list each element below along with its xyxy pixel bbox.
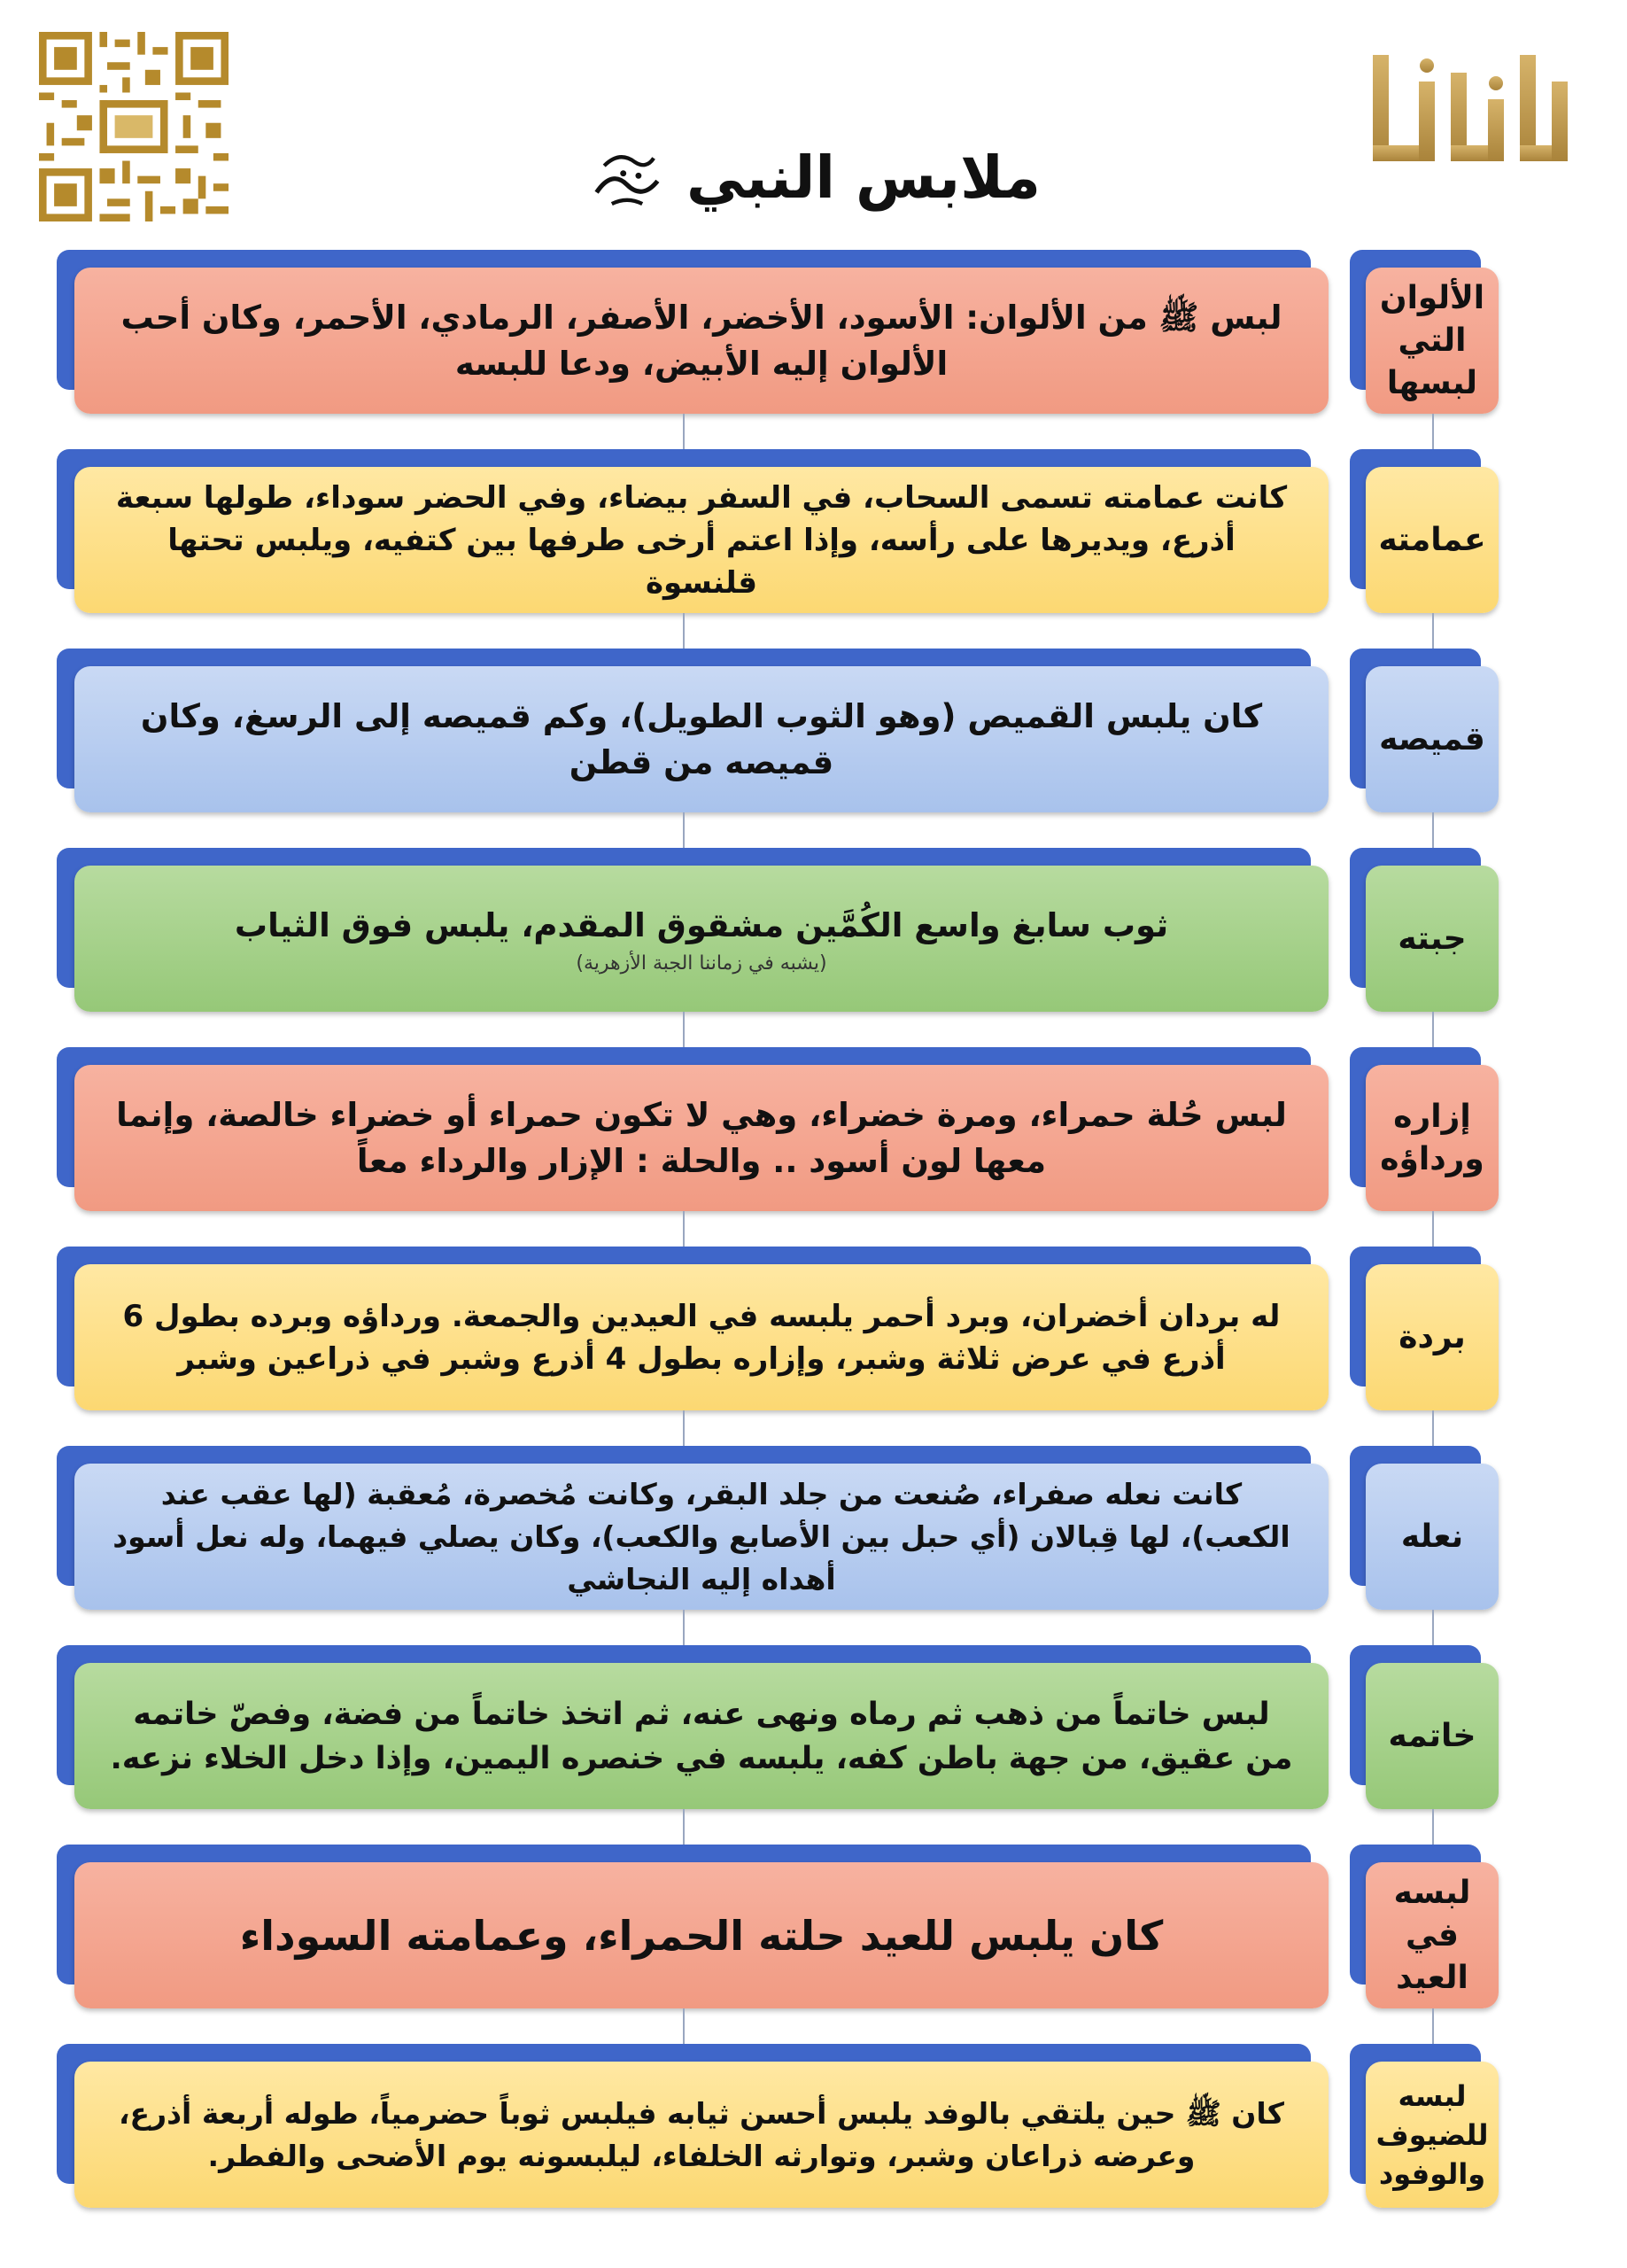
- content-note: (يشبه في زماننا الجبة الأزهرية): [576, 952, 827, 975]
- row-connector: [683, 1410, 685, 1446]
- content-text: لبس ﷺ من الألوان: الأسود، الأخضر، الأصفر، الرمادي، الأحمر، وكان أحب الألوان إليه الأبيض، ودعا للبسه: [120, 298, 1282, 383]
- info-row-jubba: [0, 848, 1627, 1012]
- content-card: [74, 268, 1329, 414]
- label-text: نعله: [1400, 1518, 1464, 1555]
- label-card: [1366, 666, 1499, 812]
- row-connector: [683, 2008, 685, 2044]
- row-connector: [1432, 613, 1434, 649]
- row-connector: [683, 1610, 685, 1645]
- label-card: [1366, 2062, 1499, 2208]
- row-connector: [683, 414, 685, 449]
- label-text: عمامته: [1378, 521, 1486, 558]
- label-card: [1366, 1264, 1499, 1410]
- salutation-calligraphy-icon: [589, 139, 665, 215]
- row-connector: [1432, 1012, 1434, 1047]
- label-text: الألوان التي لبسها: [1379, 279, 1485, 401]
- page-title-text: ملابس النبي: [686, 143, 1042, 212]
- content-text: كانت عمامته تسمى السحاب، في السفر بيضاء، وفي الحضر سوداء، طولها سبعة أذرع، ويديرها على رأسه، وإذا اعتم أرخى طرفها بين كتفيه، ويلبس تحتها قلنسوة: [115, 479, 1288, 601]
- content-card: [74, 1264, 1329, 1410]
- label-card: [1366, 1065, 1499, 1211]
- row-connector: [683, 613, 685, 649]
- content-text: لبس حُلة حمراء، ومرة خضراء، وهي لا تكون حمراء أو خضراء خالصة، وإنما معها لون أسود .. والحلة : الإزار والرداء معاً: [116, 1095, 1287, 1180]
- row-connector: [1432, 1809, 1434, 1845]
- content-card: [74, 2062, 1329, 2208]
- info-row-colors: [0, 250, 1627, 414]
- row-connector: [1432, 1211, 1434, 1247]
- content-card: [74, 1862, 1329, 2008]
- label-text: لبسه للضيوف والوفود: [1375, 2078, 1489, 2191]
- label-text: جبته: [1398, 920, 1467, 957]
- content-card: [74, 1065, 1329, 1211]
- content-card: [74, 1663, 1329, 1809]
- content-text: كان يلبس القميص (وهو الثوب الطويل)، وكم قميصه إلى الرسغ، وكان قميصه من قطن: [140, 696, 1263, 781]
- info-row-shirt: [0, 649, 1627, 812]
- label-text: لبسه في العيد: [1393, 1874, 1471, 1996]
- content-card: [74, 467, 1329, 613]
- page-title: [496, 124, 1134, 230]
- logo-mark-icon: [1364, 46, 1577, 179]
- label-card: [1366, 467, 1499, 613]
- row-connector: [683, 812, 685, 848]
- info-row-izar: [0, 1047, 1627, 1211]
- content-text: كان يلبس للعيد حلته الحمراء، وعمامته السوداء: [239, 1911, 1164, 1960]
- content-card: [74, 866, 1329, 1012]
- content-text: كانت نعله صفراء، صُنعت من جلد البقر، وكانت مُخصرة، مُعقبة (لها عقب عند الكعب)، لها قِبالان (أي حبل بين الأصابع والكعب)، وكان يصلي فيهما، وله نعل أسود أهداه إليه النجاشي: [112, 1476, 1290, 1596]
- label-card: [1366, 1663, 1499, 1809]
- info-row-guests: [0, 2044, 1627, 2208]
- content-text: لبس خاتماً من ذهب ثم رماه ونهى عنه، ثم اتخذ خاتماً من فضة، وفصّ خاتمه من عقيق، من جهة باطن كفه، يلبسه في خنصره اليمين، وإذا دخل الخلاء نزعه.: [110, 1696, 1293, 1776]
- label-text: إزاره ورداؤه: [1380, 1098, 1484, 1177]
- content-card: [74, 666, 1329, 812]
- row-connector: [1432, 414, 1434, 449]
- label-card: [1366, 1862, 1499, 2008]
- content-card: [74, 1464, 1329, 1610]
- info-row-sandals: [0, 1446, 1627, 1610]
- label-card: [1366, 1464, 1499, 1610]
- label-card: [1366, 866, 1499, 1012]
- info-row-ring: [0, 1645, 1627, 1809]
- row-connector: [683, 1809, 685, 1845]
- label-text: بردة: [1398, 1318, 1466, 1355]
- info-row-turban: [0, 449, 1627, 613]
- row-connector: [1432, 2008, 1434, 2044]
- info-row-eid: [0, 1845, 1627, 2008]
- row-connector: [1432, 1610, 1434, 1645]
- label-text: خاتمه: [1388, 1717, 1476, 1754]
- label-card: [1366, 268, 1499, 414]
- content-text: له بردان أخضران، وبرد أحمر يلبسه في العيدين والجمعة. ورداؤه وبرده بطول 6 أذرع في عرض ثلاثة وشبر، وإزاره بطول 4 أذرع وشبر في ذراعين وشبر: [122, 1298, 1281, 1377]
- row-connector: [1432, 812, 1434, 848]
- content-text: ثوب سابغ واسع الكُمَّين مشقوق المقدم، يلبس فوق الثياب: [234, 906, 1169, 944]
- row-connector: [683, 1012, 685, 1047]
- row-connector: [1432, 1410, 1434, 1446]
- info-row-burda: [0, 1247, 1627, 1410]
- label-text: قميصه: [1379, 720, 1485, 757]
- row-connector: [683, 1211, 685, 1247]
- qr-code: [39, 32, 229, 221]
- brand-logo: [1364, 46, 1577, 179]
- content-text: كان ﷺ حين يلتقي بالوفد يلبس أحسن ثيابه فيلبس ثوباً حضرمياً، طوله أربعة أذرع، وعرضه ذراعان وشبر، وتوارثه الخلفاء، ليلبسونه يوم الأضحى والفطر.: [119, 2095, 1284, 2173]
